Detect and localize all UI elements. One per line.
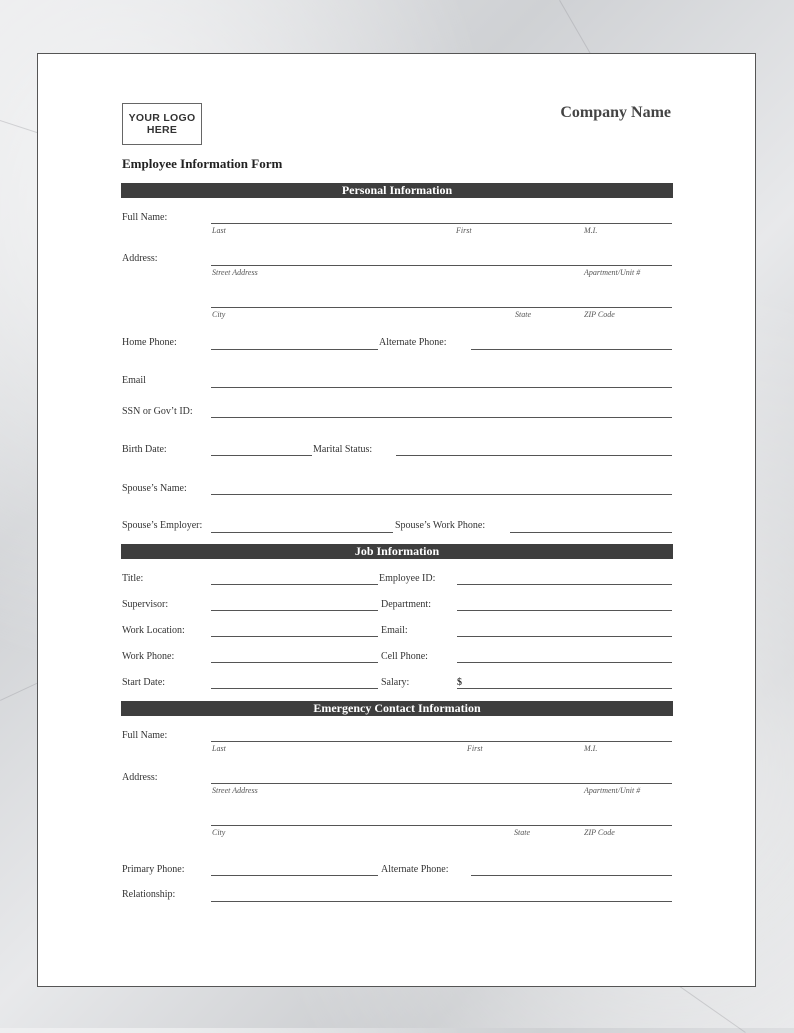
full-name-label: Full Name: <box>122 212 168 223</box>
ssn-label: SSN or Gov’t ID: <box>122 406 193 417</box>
primary-phone-field[interactable] <box>211 875 378 876</box>
start-date-field[interactable] <box>211 688 378 689</box>
city-caption: City <box>212 310 226 319</box>
section-header-personal: Personal Information <box>121 183 673 198</box>
marital-status-field[interactable] <box>396 455 672 456</box>
emergency-first-caption: First <box>467 744 483 753</box>
work-location-field[interactable] <box>211 636 378 637</box>
alternate-phone-label: Alternate Phone: <box>379 337 447 348</box>
dollar-sign-icon: $ <box>457 677 462 688</box>
work-location-label: Work Location: <box>122 625 185 636</box>
emergency-city-state-zip-field[interactable] <box>211 825 672 826</box>
emergency-apartment-caption: Apartment/Unit # <box>584 786 641 795</box>
company-name: Company Name <box>560 104 671 121</box>
birth-date-label: Birth Date: <box>122 444 167 455</box>
street-address-field[interactable] <box>211 265 672 266</box>
full-name-field[interactable] <box>211 223 672 224</box>
address-label: Address: <box>122 253 158 264</box>
cell-phone-field[interactable] <box>457 662 672 663</box>
salary-field[interactable] <box>457 688 672 689</box>
logo-placeholder <box>122 103 202 145</box>
relationship-field[interactable] <box>211 901 672 902</box>
emergency-state-caption: State <box>514 828 530 837</box>
email-label: Email <box>122 375 146 386</box>
emergency-full-name-field[interactable] <box>211 741 672 742</box>
home-phone-label: Home Phone: <box>122 337 177 348</box>
start-date-label: Start Date: <box>122 677 166 688</box>
emergency-last-caption: Last <box>212 744 226 753</box>
zip-caption: ZIP Code <box>584 310 615 319</box>
birth-date-field[interactable] <box>211 455 312 456</box>
emergency-address-label: Address: <box>122 772 158 783</box>
emergency-alternate-phone-label: Alternate Phone: <box>381 864 449 875</box>
marital-status-label: Marital Status: <box>313 444 373 455</box>
logo-line-2: HERE <box>146 124 178 136</box>
employee-id-label: Employee ID: <box>379 573 436 584</box>
emergency-city-caption: City <box>212 828 226 837</box>
email-field[interactable] <box>211 387 672 388</box>
spouse-employer-field[interactable] <box>211 532 393 533</box>
apartment-caption: Apartment/Unit # <box>584 268 641 277</box>
job-email-field[interactable] <box>457 636 672 637</box>
alternate-phone-field[interactable] <box>471 349 672 350</box>
spouse-work-phone-field[interactable] <box>510 532 672 533</box>
emergency-street-caption: Street Address <box>212 786 258 795</box>
spouse-name-label: Spouse’s Name: <box>122 483 187 494</box>
spouse-name-field[interactable] <box>211 494 672 495</box>
title-field[interactable] <box>211 584 378 585</box>
street-address-caption: Street Address <box>212 268 258 277</box>
ssn-field[interactable] <box>211 417 672 418</box>
primary-phone-label: Primary Phone: <box>122 864 185 875</box>
department-label: Department: <box>381 599 431 610</box>
form-page <box>37 53 756 987</box>
emergency-zip-caption: ZIP Code <box>584 828 615 837</box>
supervisor-field[interactable] <box>211 610 378 611</box>
spouse-work-phone-label: Spouse’s Work Phone: <box>395 520 486 531</box>
cell-phone-label: Cell Phone: <box>381 651 428 662</box>
state-caption: State <box>515 310 531 319</box>
spouse-employer-label: Spouse’s Employer: <box>122 520 203 531</box>
home-phone-field[interactable] <box>211 349 378 350</box>
middle-initial-caption: M.I. <box>584 226 598 235</box>
emergency-mi-caption: M.I. <box>584 744 598 753</box>
city-state-zip-field[interactable] <box>211 307 672 308</box>
salary-label: Salary: <box>381 677 410 688</box>
department-field[interactable] <box>457 610 672 611</box>
section-header-job: Job Information <box>121 544 673 559</box>
form-title: Employee Information Form <box>122 156 283 171</box>
section-header-emergency: Emergency Contact Information <box>121 701 673 716</box>
relationship-label: Relationship: <box>122 889 176 900</box>
title-label: Title: <box>122 573 144 584</box>
emergency-street-address-field[interactable] <box>211 783 672 784</box>
employee-id-field[interactable] <box>457 584 672 585</box>
emergency-full-name-label: Full Name: <box>122 730 168 741</box>
supervisor-label: Supervisor: <box>122 599 169 610</box>
emergency-alternate-phone-field[interactable] <box>471 875 672 876</box>
last-name-caption: Last <box>212 226 226 235</box>
work-phone-field[interactable] <box>211 662 378 663</box>
logo-line-1: YOUR LOGO <box>128 112 196 124</box>
job-email-label: Email: <box>381 625 408 636</box>
first-name-caption: First <box>456 226 472 235</box>
work-phone-label: Work Phone: <box>122 651 175 662</box>
